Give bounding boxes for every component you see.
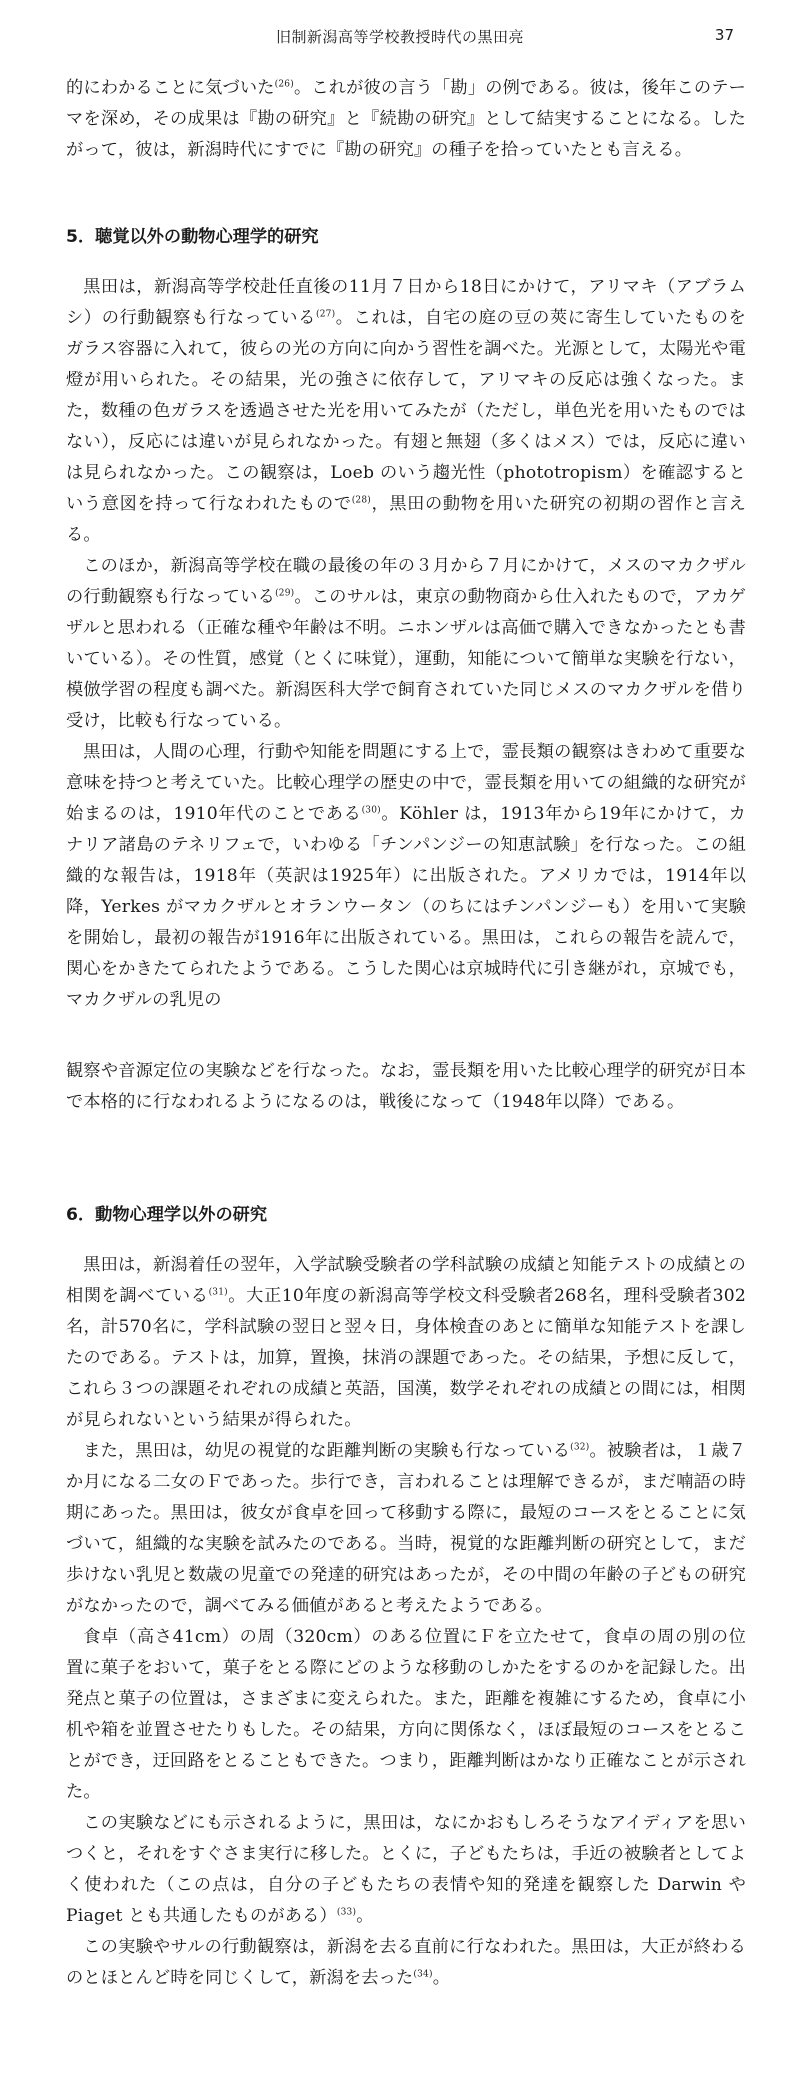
paragraph-text: 。被験者は，１歳７か月になる二女のＦであった。歩行でき，言われることは理解できるが，まだ喃語の時期にあった。黒田は，彼女が食卓を回って移動する際に，最短のコースをとることに気づいて，組織的な実験を試みたのである。当時，視覚的な距離判断の研究として，まだ歩けない乳児と数歳の児童での発達的研究はあったが，その中間の年齢の子どもの研究がなかったので，調べてみる価値があると考えたようである。 [66,1441,746,1616]
footnote-ref: (32) [570,1442,590,1453]
paragraph-text: ，黒田の動物を用いた研究の初期の習作と言える。 [66,494,747,545]
footnote-ref: (33) [336,1907,357,1918]
paragraph [66,1436,746,1622]
paragraph [66,73,746,166]
paragraph-text: 。大正10年度の新潟高等学校文科受験者268名，理科受験者302名，計570名に，学科試験の翌日と翌々日，身体検査のあとに簡単な知能テストを課したのである。テストは，加算，置換，抹消の課題であった。その結果，予想に反して，これら３つの課題それぞれの成績と英語，国漢，数学それぞれの成績との間には，相関が見られないという結果が得られた。 [66,1286,746,1430]
paragraph [66,1250,746,1436]
paragraph-text: 。これが彼の言う「勘」の例である。彼は，後年このテーマを深め，その成果は『勘の研究』と『続勘の研究』として結実することになる。したがって，彼は，新潟時代にすでに『勘の研究』の種子を拾っていたとも言える。 [66,78,747,160]
section-6-heading-wrap [66,1200,746,1231]
paragraph-text: 。Köhler は，1913年から19年にかけて，カナリア諸島のテネリフェで，いわゆる「チンパンジーの知恵試験」を行なった。この組織的な報告は，1918年（英訳は1925年）に出版された。アメリカでは，1914年以降，Yerkes がマカクザルとオランウータン（のちにはチンパンジーも）を用いて実験を開始し，最初の報告が1916年に出版されている。黒田は，これらの報告を読んで，関心をかきたてられたようである。こうした関心は京城時代に引き継がれ，京城でも，マカクザルの乳児の [66,804,746,1010]
footnote-ref: (29) [275,588,295,599]
paragraph: 観察や音源定位の実験などを行なった。なお，霊長類を用いた比較心理学的研究が日本で本格的に行なわれるようになるのは，戦後になって（1948年以降）である。 [66,1061,746,1112]
paragraph [66,737,746,1016]
paragraph-text: 。 [432,1968,451,1988]
footnote-ref: (34) [413,1969,433,1980]
section-heading: 6．動物心理学以外の研究 [66,1205,268,1225]
footnote-ref: (30) [361,805,381,816]
paragraph [66,1808,746,1932]
section-6-body [66,1250,746,1994]
footnote-ref: (26) [274,79,294,90]
paragraph: 食卓（高さ41cm）の周（320cm）のある位置にＦを立たせて，食卓の周の別の位置に菓子をおいて，菓子をとる際にどのような移動のしかたをするのかを記録した。出発点と菓子の位置は，さまざまに変えられた。また，距離を複雑にするため，食卓に小机や箱を並置させたりもした。その結果，方向に関係なく，ほぼ最短のコースをとることができ，迂回路をとることもできた。つまり，距離判断はかなり正確なことが示された。 [66,1627,746,1802]
paragraph-text: 。これは，自宅の庭の豆の莢に寄生していたものをガラス容器に入れて，彼らの光の方向に向かう習性を調べた。光源として，太陽光や電燈が用いられた。その結果，光の強さに依存して，アリマキの反応は強くなった。また，数種の色ガラスを透過させた光を用いてみたが（ただし，単色光を用いたものではない），反応には違いが見られなかった。有翅と無翅（多くはメス）では，反応に違いは見られなかった。この観察は，Loeb のいう趨光性（phototropism）を確認するという意図を持って行なわれたもので [66,308,746,514]
footnote-ref: (28) [351,495,371,506]
continuation-block [66,1056,746,1118]
section-5-heading-wrap [66,222,746,253]
paragraph-text: この実験やサルの行動観察は，新潟を去る直前に行なわれた。黒田は，大正が終わるのとほとんど時を同じくして，新潟を去った [66,1937,746,1988]
continuation-block [66,73,746,166]
paragraph-text: 。このサルは，東京の動物商から仕入れたもので，アカゲザルと思われる（正確な種や年齢は不明。ニホンザルは高価で購入できなかったとも書いている）。その性質，感覚（とくに味覚），運動，知能について簡単な実験を行ない，模倣学習の程度も調べた。新潟医科大学で飼育されていた同じメスのマカクザルを借り受け，比較も行なっている。 [66,587,747,731]
section-heading: 5．聴覚以外の動物心理学的研究 [66,227,319,247]
footnote-ref: (31) [208,1287,228,1298]
page-header [0,26,800,48]
paragraph-text: また，黒田は，幼児の視覚的な距離判断の実験も行なっている [83,1441,571,1461]
section-5-body [66,272,746,1016]
paragraph [66,551,746,737]
paragraph-text: 的にわかることに気づいた [66,78,275,98]
page-number: 37 [714,26,734,44]
footnote-ref: (27) [316,309,336,320]
paragraph-text: 黒田は，人間の心理，行動や知能を問題にする上で，霊長類の観察はきわめて重要な意味を持つと考えていた。比較心理学の歴史の中で，霊長類を用いての組織的な研究が始まるのは，1910年代のことである [66,742,746,824]
paragraph-text: このほか，新潟高等学校在職の最後の年の３月から７月にかけて，メスのマカクザルの行動観察も行なっている [66,556,746,607]
running-title: 旧制新潟高等学校教授時代の黒田亮 [275,28,524,46]
paragraph-text: 。 [356,1906,374,1926]
paragraph-text: 黒田は，新潟高等学校赴任直後の11月７日から18日にかけて，アリマキ（アブラムシ）の行動観察も行なっている [66,277,746,328]
paragraph-text: この実験などにも示されるように，黒田は，なにかおもしろそうなアイディアを思いつくと，それをすぐさま実行に移した。とくに，子どもたちは，手近の被験者としてよく使われた（この点は，自分の子どもたちの表情や知的発達を観察した Darwin や Piaget とも共通したものがある） [66,1813,746,1926]
paragraph [66,1932,746,1994]
paragraph-text: 黒田は，新潟着任の翌年，入学試験受験者の学科試験の成績と知能テストの成績との相関を調べている [66,1255,746,1306]
paragraph [66,272,746,551]
